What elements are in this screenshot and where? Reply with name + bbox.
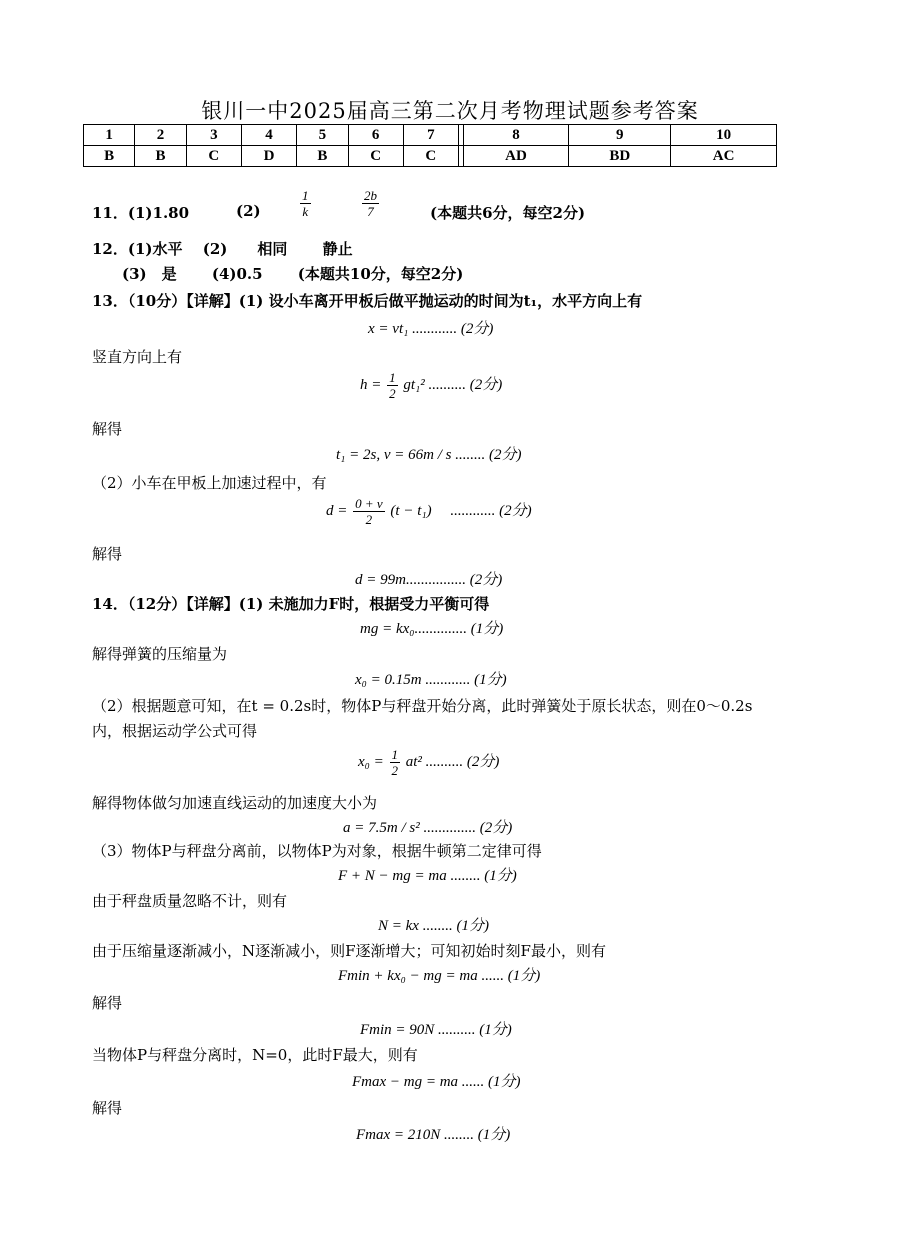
- q14-line9: 解得: [92, 994, 123, 1012]
- q13-eq3: t₁ = 2s, v = 66m / s ........ (2分): [336, 447, 522, 463]
- q14-intro: 14．（12分）【详解】(1) 未施加力F时，根据受力平衡可得: [92, 595, 490, 613]
- table-cell: 2: [135, 125, 186, 146]
- eq-part: d =: [326, 502, 348, 519]
- table-cell: 6: [348, 125, 403, 146]
- q14-line6: （3）物体P与秤盘分离前，以物体P为对象，根据牛顿第二定律可得: [92, 842, 542, 860]
- q14-eq3: [358, 747, 499, 778]
- q11-part2: (2): [236, 202, 261, 220]
- eq-part: x₀ =: [358, 753, 384, 770]
- q13-vertical: 竖直方向上有: [92, 348, 183, 366]
- q11-fraction-2: [360, 188, 381, 219]
- q14-line7: 由于秤盘质量忽略不计，则有: [92, 892, 288, 910]
- q14-eq2: x₀ = 0.15m ............ (1分): [355, 672, 507, 688]
- frac-den: 2: [365, 512, 373, 527]
- table-cell: B: [84, 146, 135, 167]
- table-cell: C: [403, 146, 458, 167]
- q14-line10: 当物体P与秤盘分离时，N=0，此时F最大，则有: [92, 1046, 418, 1064]
- q13-intro: 13．（10分）【详解】(1) 设小车离开甲板后做平抛运动的时间为t₁，水平方向上有: [92, 292, 643, 310]
- q14-line11: 解得: [92, 1099, 123, 1117]
- page-title: 银川一中2025届高三第二次月考物理试题参考答案: [201, 99, 699, 123]
- eq-part: (t − t₁) ............ (2分): [390, 502, 532, 519]
- table-cell: 8: [463, 125, 569, 146]
- frac-den: 2: [391, 763, 398, 778]
- table-cell: B: [297, 146, 348, 167]
- q13-eq4: [326, 496, 532, 527]
- table-cell: 9: [569, 125, 671, 146]
- q14-eq8: Fmin = 90N .......... (1分): [360, 1022, 512, 1038]
- q12-line1: 12．(1)水平 (2) 相同 静止: [92, 240, 353, 258]
- table-cell: 7: [403, 125, 458, 146]
- table-cell: 5: [297, 125, 348, 146]
- q14-eq6: N = kx ........ (1分): [378, 918, 489, 934]
- q14-eq10: Fmax = 210N ........ (1分): [356, 1127, 511, 1143]
- q14-eq4: a = 7.5m / s² .............. (2分): [343, 820, 513, 836]
- eq-part: h =: [360, 376, 382, 393]
- frac-num: 1: [302, 188, 309, 203]
- eq-part: gt₁² .......... (2分): [403, 376, 503, 393]
- q13-eq2: [360, 370, 502, 401]
- q11-note: (本题共6分，每空2分): [430, 204, 586, 222]
- q14-eq9: Fmax − mg = ma ...... (1分): [352, 1074, 521, 1090]
- q14-line2: 解得弹簧的压缩量为: [92, 645, 228, 663]
- table-row-answers: [84, 146, 777, 167]
- q11-fraction-1: [298, 188, 313, 219]
- table-cell: AC: [671, 146, 777, 167]
- frac-den: 2: [389, 386, 396, 401]
- frac-den: k: [302, 204, 309, 219]
- eq-part: at² .......... (2分): [405, 753, 500, 770]
- frac-num: 2b: [364, 188, 377, 203]
- q14-line8: 由于压缩量逐渐减小，N逐渐减小，则F逐渐增大；可知初始时刻F最小，则有: [92, 942, 606, 960]
- table-row-numbers: [84, 125, 777, 146]
- q14-eq5: F + N − mg = ma ........ (1分): [338, 868, 517, 884]
- table-cell: 10: [671, 125, 777, 146]
- frac-num: 1: [391, 747, 398, 762]
- table-cell: C: [186, 146, 241, 167]
- frac-num: 1: [389, 370, 396, 385]
- q13-solve2: 解得: [92, 545, 123, 563]
- frac-den: 7: [367, 204, 374, 219]
- table-cell: 3: [186, 125, 241, 146]
- table-cell: 4: [241, 125, 296, 146]
- table-cell: C: [348, 146, 403, 167]
- table-cell: 1: [84, 125, 135, 146]
- frac-num: 0 + v: [355, 496, 383, 511]
- q14-line5: 解得物体做匀加速直线运动的加速度大小为: [92, 794, 378, 812]
- table-cell: BD: [569, 146, 671, 167]
- q14-line3: （2）根据题意可知，在t = 0.2s时，物体P与秤盘开始分离，此时弹簧处于原长状态，则在0～0.2s: [92, 697, 753, 715]
- q11-label: 11．(1)1.80: [92, 204, 190, 222]
- q14-eq7: Fmin + kx₀ − mg = ma ...... (1分): [338, 968, 541, 984]
- q13-eq5: d = 99m................ (2分): [355, 572, 503, 588]
- table-cell: D: [241, 146, 296, 167]
- q12-line2: (3) 是 (4)0.5 (本题共10分，每空2分): [122, 265, 464, 283]
- table-cell: B: [135, 146, 186, 167]
- q13-part2: （2）小车在甲板上加速过程中，有: [92, 474, 327, 492]
- q13-eq1: x = vt₁ ............ (2分): [368, 321, 494, 337]
- q14-eq1: mg = kx₀.............. (1分): [360, 621, 504, 637]
- answer-table: [83, 124, 777, 167]
- table-cell: AD: [463, 146, 569, 167]
- q13-solve1: 解得: [92, 420, 123, 438]
- q14-line4: 内，根据运动学公式可得: [92, 722, 258, 740]
